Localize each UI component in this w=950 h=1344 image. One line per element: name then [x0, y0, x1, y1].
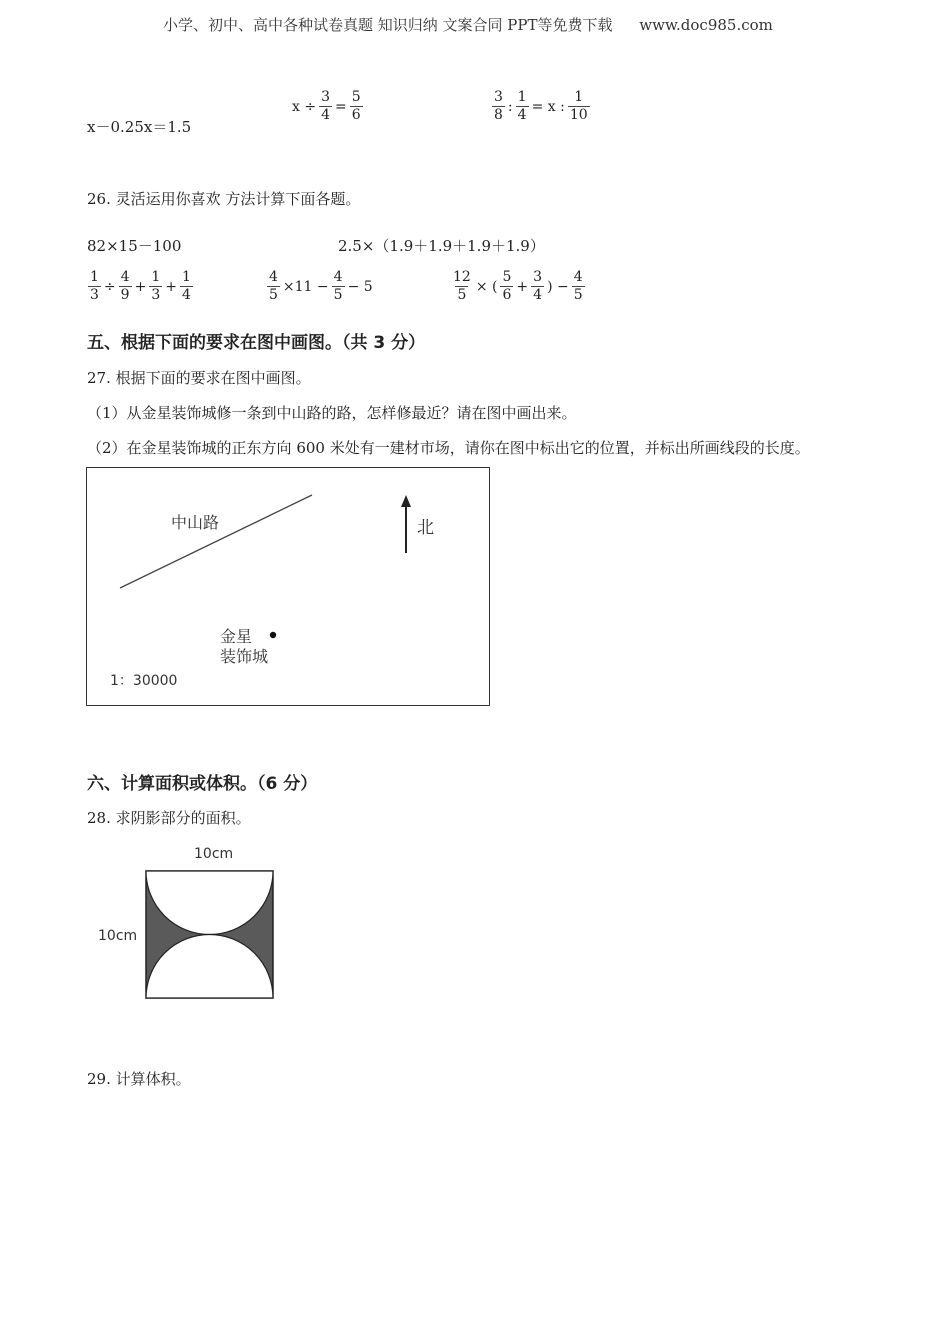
header-url: www.doc985.com	[639, 16, 773, 34]
fraction: $\frac{3}{4}$	[533, 269, 543, 303]
operator: − 5	[347, 278, 373, 295]
q26-title: 26. 灵活运用你喜欢 方法计算下面各题。	[87, 190, 361, 208]
q27-title: 27. 根据下面的要求在图中画图。	[87, 369, 311, 387]
fraction: $\frac{4}{5}$	[269, 269, 278, 303]
location-dot	[270, 632, 276, 638]
width-label: 10cm	[194, 846, 234, 862]
place-label-line2: 装饰城	[220, 647, 269, 666]
map-svg	[87, 468, 489, 705]
operator: +	[165, 278, 177, 295]
height-label: 10cm	[98, 928, 138, 944]
map-figure	[86, 467, 490, 706]
page-header	[163, 14, 773, 35]
shaded-area-svg	[90, 840, 290, 1010]
road-label: 中山路	[171, 513, 220, 532]
operator: ×11 −	[282, 278, 329, 295]
fraction: $\frac{1}{4}$	[181, 269, 191, 303]
colon: :	[507, 98, 513, 115]
place-label-line1: 金星	[220, 627, 253, 646]
q26-expression-4	[266, 269, 375, 304]
eq2-prefix: x ÷	[292, 98, 317, 115]
operator: +	[134, 278, 147, 295]
q28-title: 28. 求阴影部分的面积。	[87, 809, 251, 827]
north-label: 北	[417, 518, 434, 538]
q29-title: 29. 计算体积。	[87, 1070, 191, 1088]
fraction: $\frac{3}{8}$	[494, 89, 503, 123]
section-6-title: 六、计算面积或体积。（6 分）	[87, 774, 318, 794]
scale-label: 1：30000	[110, 673, 178, 689]
q26-expression-5	[450, 269, 586, 304]
header-text: 小学、初中、高中各种试卷真题 知识归纳 文案合同 PPT等免费下载	[163, 16, 613, 34]
fraction: $\frac{1}{3}$	[90, 269, 99, 303]
fraction: $\frac{1}{4}$	[517, 89, 527, 123]
fraction: $\frac{5}{6}$	[351, 89, 361, 123]
operator: ÷	[103, 278, 116, 295]
fraction: $\frac{4}{5}$	[573, 269, 583, 303]
fraction: $\frac{4}{9}$	[120, 269, 130, 303]
operator: × (	[475, 278, 498, 295]
eq3-middle: = x :	[531, 98, 565, 115]
equals-sign: =	[335, 98, 347, 115]
operator: +	[516, 278, 529, 295]
fraction: $\frac{4}{5}$	[333, 269, 343, 303]
q27-part-1: （1）从金星装饰城修一条到中山路的路，怎样修最近？请在图中画出来。	[87, 404, 577, 422]
fraction: $\frac{5}{6}$	[502, 269, 512, 303]
fraction: $\frac{1}{10}$	[569, 89, 588, 123]
shaded-area-figure	[90, 840, 290, 1010]
fraction: $\frac{1}{3}$	[151, 269, 161, 303]
north-arrow-icon	[401, 495, 411, 507]
equation-1: x－0.25x＝1.5	[87, 118, 192, 136]
fraction: $\frac{3}{4}$	[321, 89, 330, 123]
equation-3	[491, 89, 591, 124]
equation-2	[290, 89, 364, 124]
section-5-title: 五、根据下面的要求在图中画图。（共 3 分）	[87, 333, 426, 353]
q26-expression-2: 2.5×（1.9＋1.9＋1.9＋1.9）	[338, 237, 545, 255]
q26-expression-1: 82×15－100	[87, 237, 182, 255]
q26-expression-3	[87, 269, 194, 304]
road-line	[120, 495, 312, 588]
q27-part-2: （2）在金星装饰城的正东方向 600 米处有一建材市场，请你在图中标出它的位置，并标出所画线段的长度。	[87, 439, 810, 457]
fraction: $\frac{12}{5}$	[453, 269, 471, 303]
operator: ) −	[547, 278, 569, 295]
